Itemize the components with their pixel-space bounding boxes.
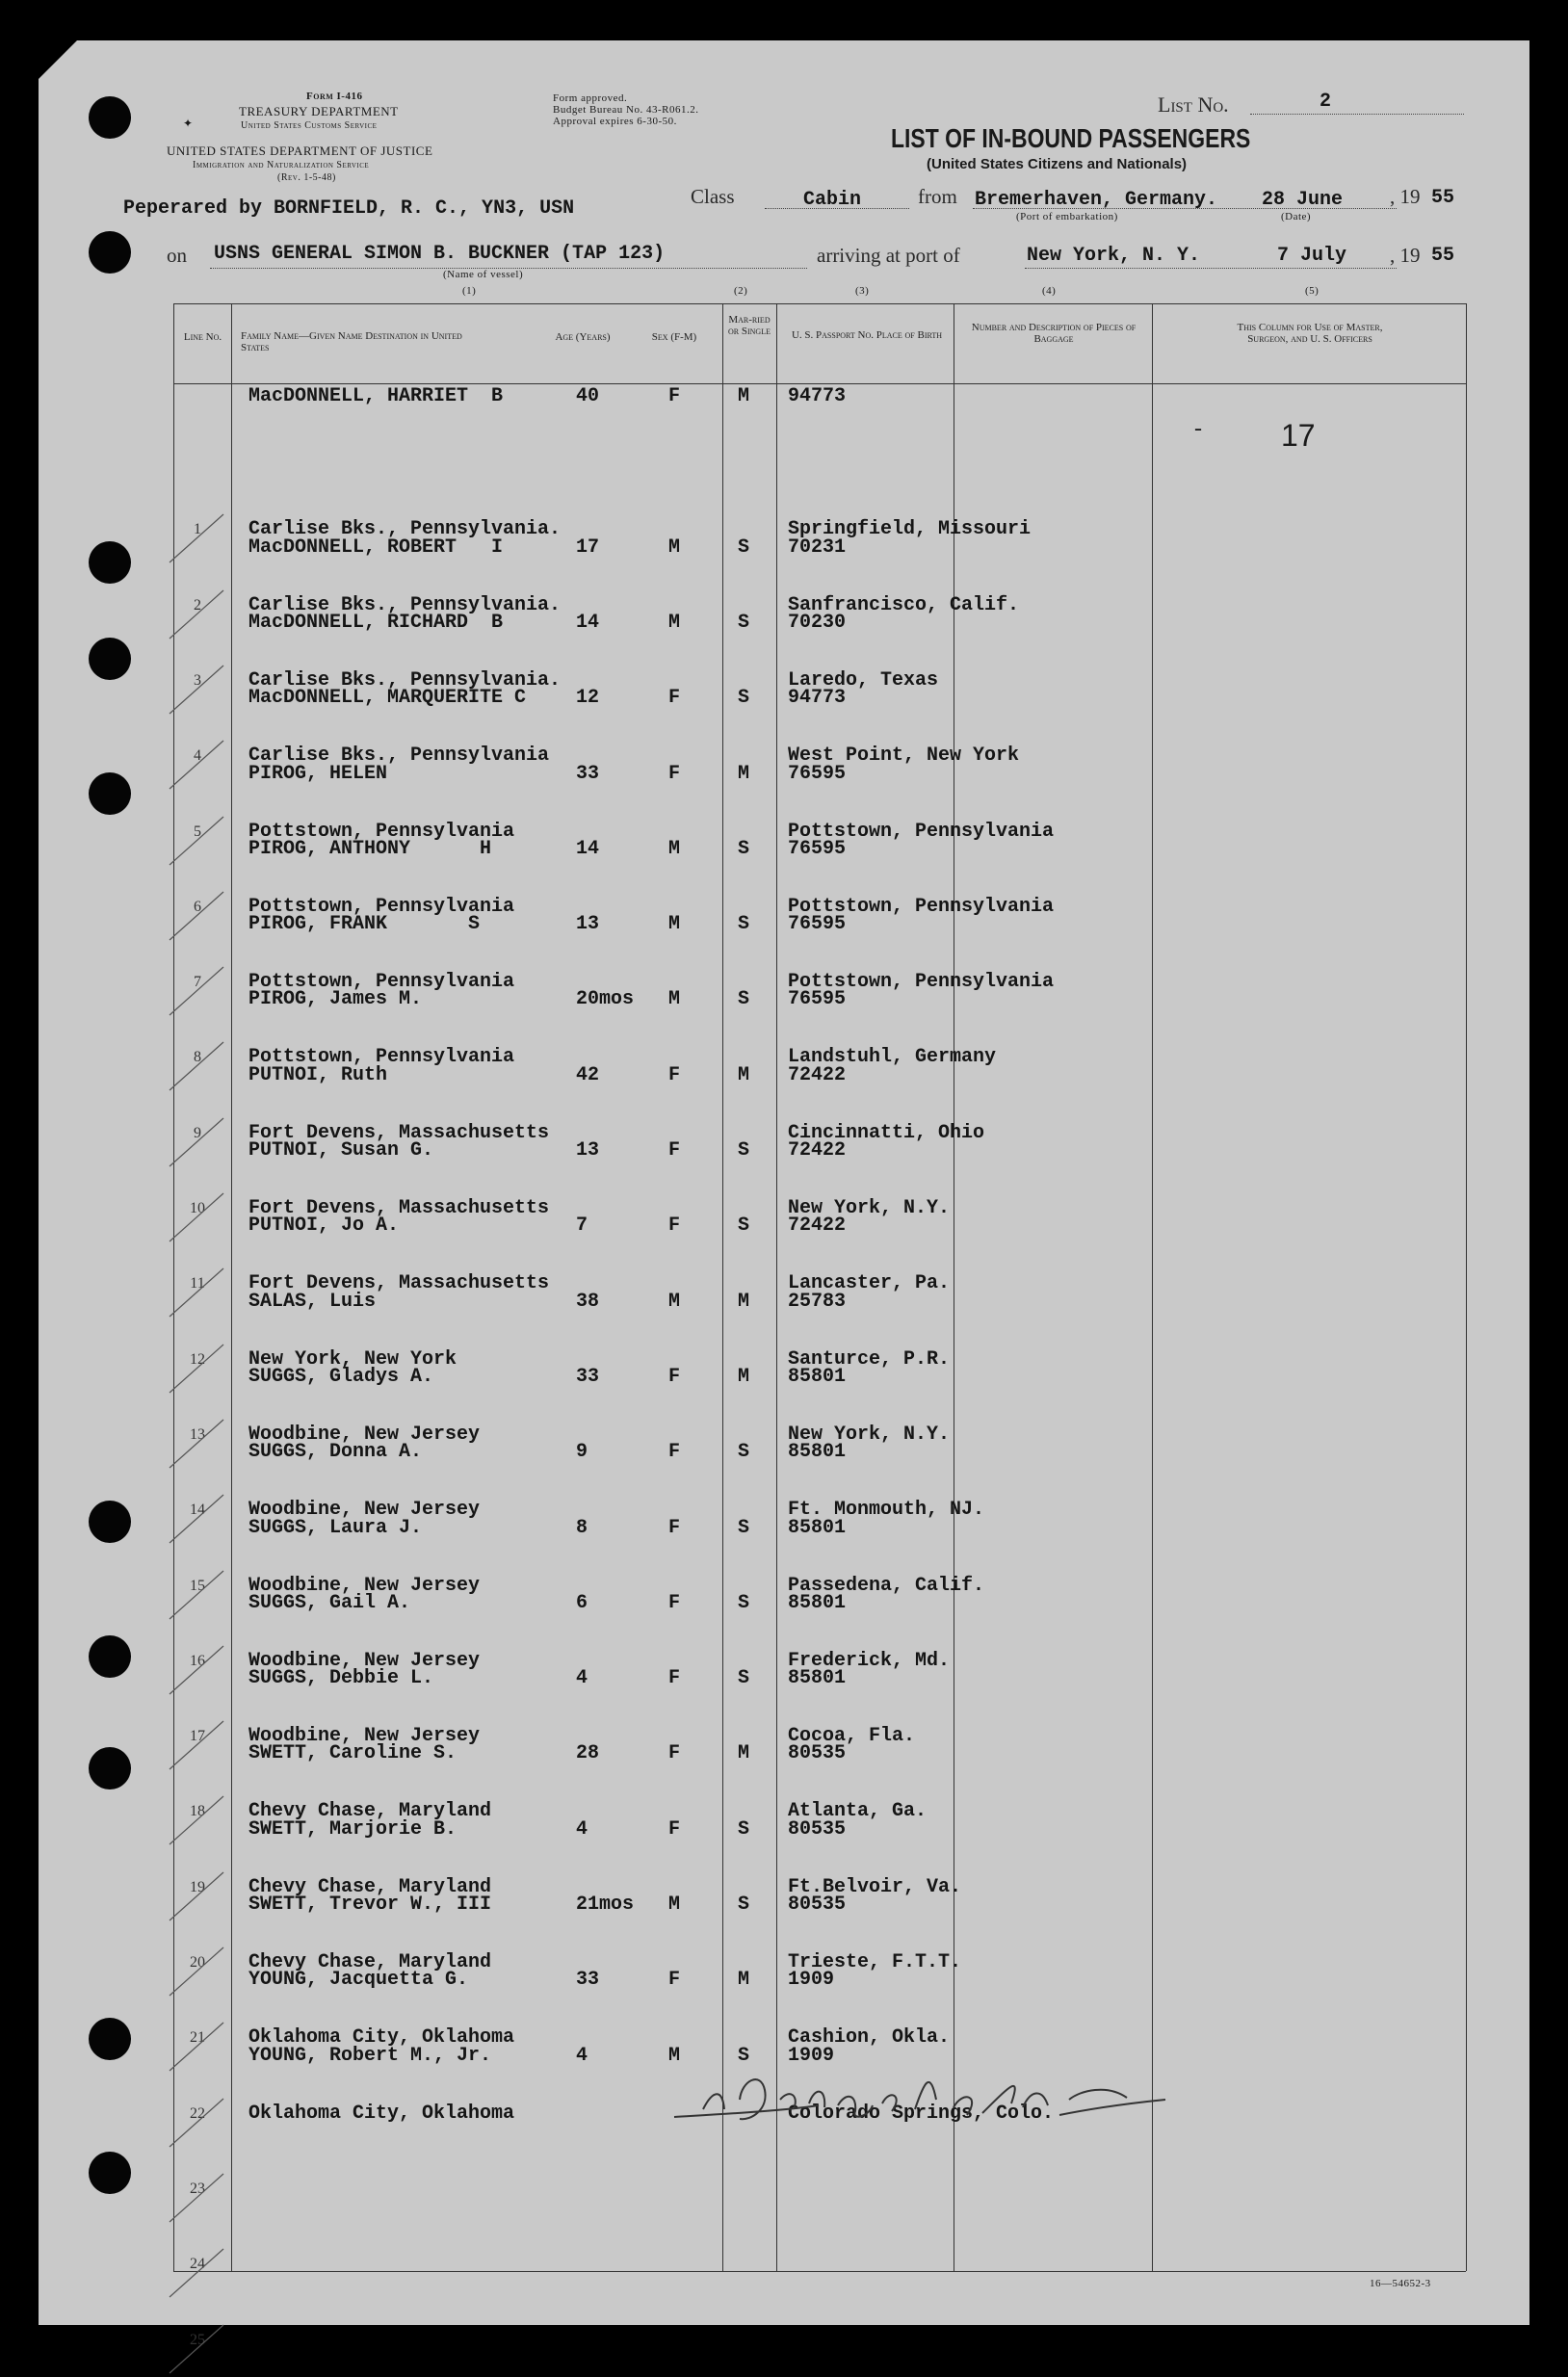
passport-number: 1909 [788,2044,835,2067]
line-number: 1 [194,521,201,538]
colnum-1: (1) [462,285,477,297]
marital-status: S [738,837,750,860]
passenger-name: MacDONNELL, MARQUERITE C [248,687,527,710]
passenger-name: MacDONNELL, RICHARD B [248,611,504,634]
place-of-birth: Pottstown, Pennsylvania [788,971,1055,994]
year-prefix-2: , 19 [1390,244,1421,267]
destination: Pottstown, Pennsylvania [248,820,515,843]
list-no-line [1250,102,1464,115]
customs-service: United States Customs Service [241,120,378,131]
destination: Chevy Chase, Maryland [248,1875,492,1898]
passport-number: 76595 [788,988,847,1011]
header-sex: Sex (F-M) [651,331,697,343]
line-number: 22 [190,2104,205,2122]
line-number: 14 [190,1502,205,1519]
age: 14 [576,837,600,860]
marital-status: M [738,1365,750,1388]
check-mark-icon [164,1715,231,1773]
port-embark-caption: (Port of embarkation) [1016,211,1118,222]
place-of-birth: Colorado Springs, Colo. [788,2102,1055,2125]
age: 40 [576,385,600,407]
check-mark-icon [164,1790,231,1848]
binder-hole [89,1635,131,1678]
officer-signature [665,2061,1281,2138]
arrival-date: 7 July [1277,245,1347,267]
marital-status: M [738,1969,750,1992]
form-title: LIST OF IN-BOUND PASSENGERS [891,123,1251,153]
line-number: 8 [194,1049,201,1066]
passport-number: 25783 [788,1290,847,1313]
sex: M [668,837,681,860]
colnum-3: (3) [855,285,870,297]
age: 33 [576,762,600,785]
passport-number: 94773 [788,687,847,710]
destination: Fort Devens, Massachusetts [248,1121,550,1144]
passenger-name: SALAS, Luis [248,1290,377,1313]
check-mark-icon [164,886,231,944]
marital-status: M [738,762,750,785]
immigration-service: Immigration and Naturalization Service [193,160,370,170]
destination: Chevy Chase, Maryland [248,1951,492,1973]
sex: F [668,1667,681,1690]
place-of-birth: New York, N.Y. [788,1197,951,1219]
age: 33 [576,1969,600,1992]
place-of-birth: Cincinnatti, Ohio [788,1121,985,1144]
destination: Chevy Chase, Maryland [248,1800,492,1823]
passport-number: 70231 [788,535,847,559]
passport-number: 85801 [788,1441,847,1464]
sex: M [668,535,681,559]
check-mark-icon [164,1414,231,1472]
line-number: 21 [190,2029,205,2047]
check-mark-icon [164,811,231,869]
sex: M [668,1290,681,1313]
form-number: Form I-416 [306,91,363,102]
check-mark-icon [164,1640,231,1698]
sex: F [668,1516,681,1539]
check-mark-icon [164,509,231,566]
binder-hole [89,231,131,274]
destination: Carlise Bks., Pennsylvania. [248,668,562,692]
list-no-label: List No. [1158,92,1229,117]
line-number: 20 [190,1954,205,1971]
colnum-4: (4) [1042,285,1057,297]
destination: Woodbine, New Jersey [248,1574,481,1597]
annotation-number: 17 [1281,418,1316,453]
place-of-birth: Sanfrancisco, Calif. [788,593,1020,616]
header-passport: U. S. Passport No. Place of Birth [791,329,943,341]
passport-number: 80535 [788,1894,847,1916]
check-mark-icon [164,660,231,718]
age: 38 [576,1290,600,1313]
destination: Oklahoma City, Oklahoma [248,2026,515,2050]
place-of-birth: Landstuhl, Germany [788,1046,997,1069]
check-mark-icon [164,1565,231,1623]
destination: Carlise Bks., Pennsylvania. [248,593,562,616]
arrival-port: New York, N. Y. [1027,245,1201,267]
destination: Fort Devens, Massachusetts [248,1272,550,1295]
sex: F [668,1215,681,1238]
age: 28 [576,1742,600,1765]
class-value: Cabin [803,189,862,211]
binder-hole [89,1501,131,1543]
list-no-value: 2 [1320,91,1332,113]
age: 9 [576,1441,588,1464]
passenger-name: MacDONNELL, ROBERT I [248,535,504,559]
check-mark-icon [164,1339,231,1397]
destination: Woodbine, New Jersey [248,1423,481,1446]
header-baggage: Number and Description of Pieces of Baggage [971,322,1137,345]
destination: Woodbine, New Jersey [248,1649,481,1672]
check-mark-icon [164,2243,231,2301]
justice-dept: UNITED STATES DEPARTMENT OF JUSTICE [167,144,433,158]
sex: F [668,687,681,710]
marital-status: S [738,535,750,559]
sex: F [668,1969,681,1992]
marital-status: S [738,1215,750,1238]
marital-status: S [738,988,750,1011]
marital-status: M [738,1063,750,1086]
footer-code: 16—54652-3 [1370,2278,1431,2289]
on-label: on [167,244,187,267]
passenger-name: PIROG, FRANK S [248,913,481,936]
binder-hole [89,1747,131,1789]
col-rule-line [231,303,232,2271]
binder-hole [89,2152,131,2194]
check-mark-icon [164,2168,231,2226]
col-rule-name [722,303,723,2271]
destination: Pottstown, Pennsylvania [248,971,515,994]
line-number: 4 [194,747,201,765]
passenger-name: PIROG, ANTHONY H [248,837,492,860]
sex: F [668,1817,681,1841]
sex: M [668,611,681,634]
age: 13 [576,913,600,936]
line-number: 25 [190,2331,205,2348]
prepared-by: Peperared by BORNFIELD, R. C., YN3, USN [123,197,575,220]
check-mark-icon [164,585,231,642]
destination: Woodbine, New Jersey [248,1725,481,1748]
binder-hole [89,541,131,584]
binder-hole [89,772,131,815]
passenger-name: SUGGS, Donna A. [248,1441,423,1464]
passenger-name: PUTNOI, Ruth [248,1063,388,1086]
header-officers: This Column for Use of Master, Surgeon, and U. S. Officers [1237,322,1383,345]
passenger-name: PIROG, James M. [248,988,423,1011]
sex: F [668,1742,681,1765]
place-of-birth: Lancaster, Pa. [788,1272,951,1295]
passenger-name: SUGGS, Debbie L. [248,1667,434,1690]
place-of-birth: West Point, New York [788,744,1020,768]
age: 13 [576,1139,600,1162]
budget-bureau: Budget Bureau No. 43-R061.2. [553,104,699,116]
passport-number: 76595 [788,762,847,785]
age: 6 [576,1591,588,1614]
check-mark-icon [164,2017,231,2075]
header-name: Family Name—Given Name Destination in United States [241,330,462,353]
passport-number: 72422 [788,1139,847,1162]
header-married: Mar-ried or Single [728,314,771,337]
passenger-name: SWETT, Marjorie B. [248,1817,457,1841]
passenger-name: SWETT, Caroline S. [248,1742,457,1765]
line-number: 5 [194,823,201,840]
place-of-birth: Laredo, Texas [788,668,939,692]
age: 42 [576,1063,600,1086]
line-number: 6 [194,898,201,915]
check-mark-icon [164,2319,231,2377]
line-number: 10 [190,1200,205,1216]
line-number: 24 [190,2256,205,2273]
place-of-birth: Pottstown, Pennsylvania [788,895,1055,918]
sex: F [668,1441,681,1464]
passenger-name: SUGGS, Laura J. [248,1516,423,1539]
col-rule-right [1466,303,1467,2271]
place-of-birth: Atlanta, Ga. [788,1800,928,1823]
col-rule-baggage [1152,303,1153,2271]
passport-number: 85801 [788,1516,847,1539]
line-number: 13 [190,1425,205,1443]
header-line-no: Line No. [183,331,222,343]
line-number: 2 [194,596,201,614]
marital-status: S [738,2044,750,2067]
passenger-name: YOUNG, Jacquetta G. [248,1969,469,1992]
destination: Fort Devens, Massachusetts [248,1197,550,1219]
marital-status: S [738,1139,750,1162]
embarkation-date: 28 June [1262,189,1344,211]
sex: M [668,2044,681,2067]
passenger-name: SWETT, Trevor W., III [248,1894,492,1916]
colnum-5: (5) [1305,285,1320,297]
line-number: 19 [190,1878,205,1895]
passenger-name: SUGGS, Gladys A. [248,1365,434,1388]
treasury-dept: TREASURY DEPARTMENT [239,104,399,118]
binder-hole [89,96,131,139]
age: 33 [576,1365,600,1388]
line-number: 18 [190,1803,205,1820]
form-approved: Form approved. [553,92,628,104]
table-bottom-rule [173,2271,1466,2272]
place-of-birth: Ft. Monmouth, NJ. [788,1499,985,1522]
vessel-name: USNS GENERAL SIMON B. BUCKNER (TAP 123) [214,243,666,265]
place-of-birth: Frederick, Md. [788,1649,951,1672]
line-number: 15 [190,1577,205,1594]
check-mark-icon [164,1188,231,1245]
binder-hole [89,2018,131,2060]
place-of-birth: Santurce, P.R. [788,1347,951,1371]
passport-number: 80535 [788,1817,847,1841]
age: 12 [576,687,600,710]
passport-number: 85801 [788,1365,847,1388]
age: 4 [576,2044,588,2067]
year-1: 55 [1431,187,1455,209]
table-top-rule [173,303,1466,304]
passport-number: 85801 [788,1591,847,1614]
passenger-name: MacDONNELL, HARRIET B [248,385,504,407]
age: 4 [576,1667,588,1690]
arriving-label: arriving at port of [817,244,960,267]
table-header-rule [173,383,1466,384]
passport-number: 80535 [788,1742,847,1765]
year-prefix-1: , 19 [1390,185,1421,208]
marital-status: M [738,1742,750,1765]
passport-number: 94773 [788,385,847,407]
line-number: 16 [190,1652,205,1669]
form-revision: (Rev. 1-5-48) [277,172,336,183]
annotation-dash: - [1194,416,1202,441]
check-mark-icon [164,1036,231,1094]
marital-status: S [738,1591,750,1614]
place-of-birth: Springfield, Missouri [788,518,1032,541]
vessel-caption: (Name of vessel) [443,269,524,280]
approval-expires: Approval expires 6-30-50. [553,116,677,127]
sex: M [668,1894,681,1916]
marital-status: S [738,1667,750,1690]
line-number: 3 [194,671,201,689]
line-number: 23 [190,2180,205,2197]
date-caption: (Date) [1281,211,1312,222]
marital-status: S [738,687,750,710]
passenger-name: YOUNG, Robert M., Jr. [248,2044,492,2067]
form-subtitle: (United States Citizens and Nationals) [927,156,1188,172]
sex: F [668,1365,681,1388]
marital-status: S [738,1441,750,1464]
sex: F [668,385,681,407]
passport-number: 76595 [788,837,847,860]
place-of-birth: Pottstown, Pennsylvania [788,820,1055,843]
sex: M [668,988,681,1011]
place-of-birth: New York, N.Y. [788,1423,951,1446]
class-label: Class [691,185,735,208]
age: 17 [576,535,600,559]
marital-status: M [738,1290,750,1313]
destination: Oklahoma City, Oklahoma [248,2102,515,2125]
destination: Pottstown, Pennsylvania [248,895,515,918]
sex: M [668,913,681,936]
passenger-name: PUTNOI, Jo A. [248,1215,400,1238]
check-mark-icon [164,1942,231,1999]
sex: F [668,1591,681,1614]
check-mark-icon [164,1489,231,1547]
line-number: 12 [190,1350,205,1368]
age: 7 [576,1215,588,1238]
line-number: 9 [194,1124,201,1141]
passenger-name: PUTNOI, Susan G. [248,1139,434,1162]
age: 21mos [576,1894,635,1916]
binder-hole [89,638,131,680]
passport-number: 72422 [788,1215,847,1238]
col-rule-married [776,303,777,2271]
passport-number: 85801 [788,1667,847,1690]
destination: Pottstown, Pennsylvania [248,1046,515,1069]
passenger-name: SUGGS, Gail A. [248,1591,411,1614]
age: 8 [576,1516,588,1539]
sex: F [668,1063,681,1086]
passenger-name: PIROG, HELEN [248,762,388,785]
header-age: Age (Years) [555,331,611,343]
age: 4 [576,1817,588,1841]
check-mark-icon [164,2093,231,2151]
place-of-birth: Trieste, F.T.T. [788,1951,962,1973]
from-label: from [918,185,957,208]
sex: F [668,762,681,785]
passport-number: 1909 [788,1969,835,1992]
check-mark-icon [164,961,231,1019]
destination: Carlise Bks., Pennsylvania. [248,518,562,541]
check-mark-icon [164,1263,231,1320]
place-of-birth: Passedena, Calif. [788,1574,985,1597]
marital-status: S [738,1516,750,1539]
passport-number: 72422 [788,1063,847,1086]
sex: F [668,1139,681,1162]
passport-number: 70230 [788,611,847,634]
destination: New York, New York [248,1347,457,1371]
age: 14 [576,611,600,634]
check-mark-icon [164,1867,231,1924]
line-number: 17 [190,1728,205,1745]
check-mark-icon [164,735,231,793]
marital-status: S [738,913,750,936]
destination: Woodbine, New Jersey [248,1499,481,1522]
port-of-embarkation: Bremerhaven, Germany. [975,189,1218,211]
place-of-birth: Cocoa, Fla. [788,1725,916,1748]
line-number: 7 [194,974,201,991]
place-of-birth: Cashion, Okla. [788,2026,951,2050]
check-mark-icon [164,1112,231,1170]
passport-number: 76595 [788,913,847,936]
marital-status: M [738,385,750,407]
place-of-birth: Ft.Belvoir, Va. [788,1875,962,1898]
eagle-icon: ✦ [183,117,194,130]
marital-status: S [738,1817,750,1841]
marital-status: S [738,1894,750,1916]
destination: Carlise Bks., Pennsylvania [248,744,550,768]
age: 20mos [576,988,635,1011]
line-number: 11 [190,1275,205,1293]
marital-status: S [738,611,750,634]
colnum-2: (2) [734,285,748,297]
year-2: 55 [1431,245,1455,267]
